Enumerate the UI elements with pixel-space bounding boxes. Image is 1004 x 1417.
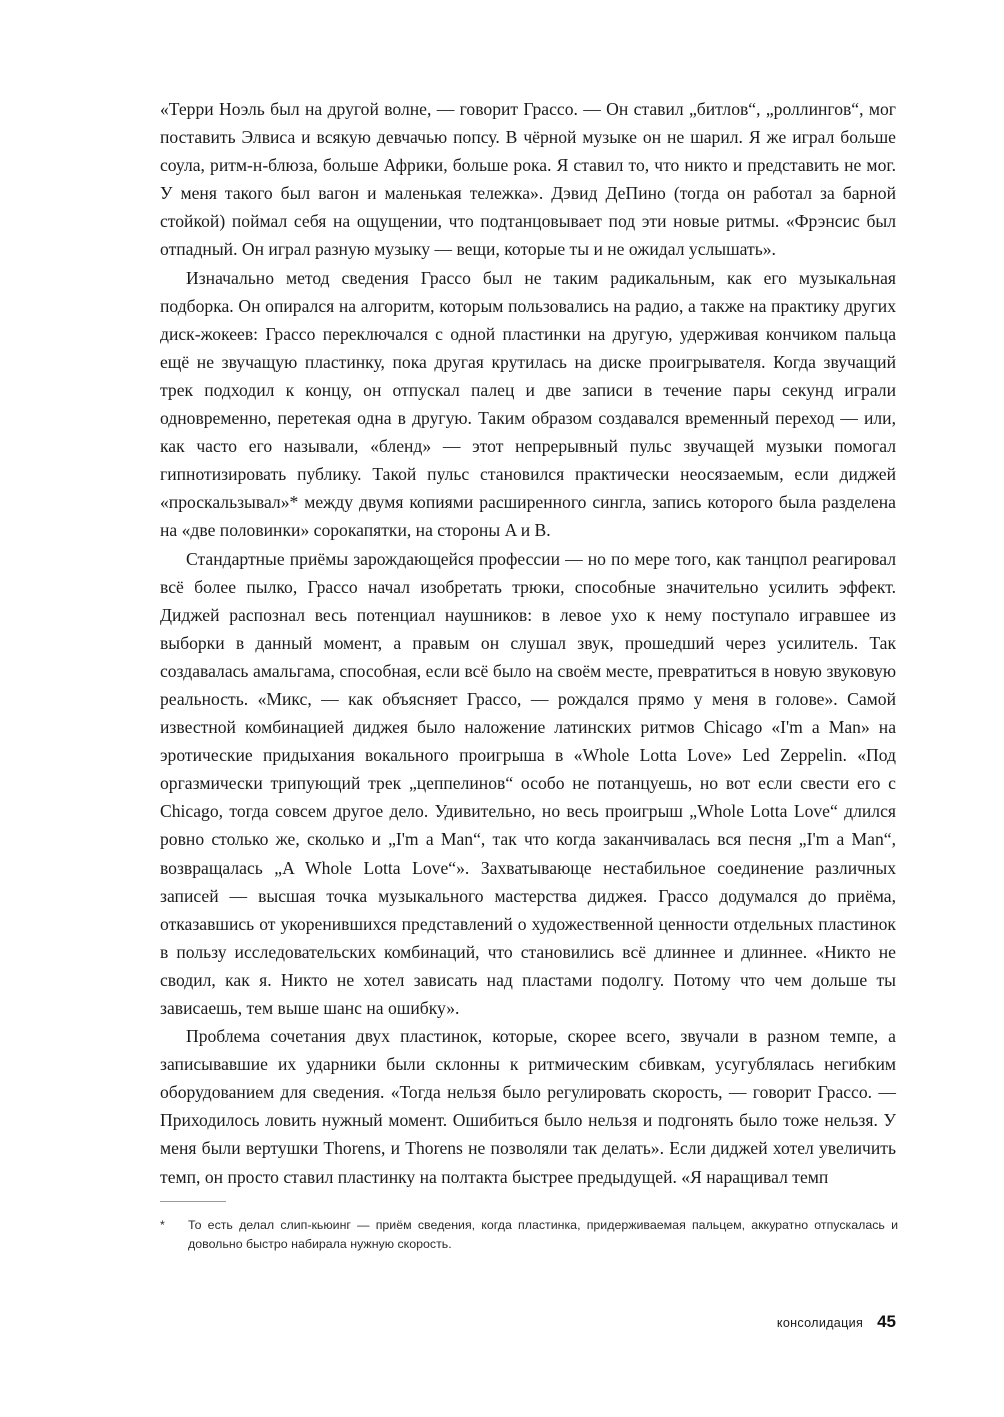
paragraph-1: «Терри Ноэль был на другой волне, — говорит Грассо. — Он ставил „битлов“, „роллингов“, мог поставить Элвиса и всякую девчачью попсу. В чёрной музыке он не шарил. Я же играл больше соула, ритм-н-блюза, больше Африки, больше рока. Я ставил то, что никто и представить не мог. У меня такого был вагон и маленькая тележка». Дэвид ДеПино (тогда он работал за барной стойкой) поймал себя на ощущении, что подтанцовывает под эти новые ритмы. «Фрэнсис был отпадный. Он играл разную музыку — вещи, которые ты и не ожидал услышать». xyxy=(160,99,896,260)
footnote-marker: * xyxy=(160,1218,165,1232)
chapter-name: консолидация xyxy=(776,1316,864,1330)
paragraph-4: Проблема сочетания двух пластинок, которые, скорее всего, звучали в разном темпе, а записывавшие их ударники были склонны к ритмическим сбивкам, усугублялась негибким оборудованием для сведения. «Тогда нельзя было регулировать скорость, — говорит Грассо. — Приходилось ловить нужный момент. Ошибиться было нельзя и подгонять было тоже нельзя. У меня были вертушки Thorens, и Thorens не позволяли так делать». Если диджей хотел увеличить темп, он просто ставил пластинку на полтакта быстрее предыдущей. «Я наращивал темп xyxy=(160,1026,896,1187)
page-footer xyxy=(777,1312,896,1332)
footnote-text: То есть делал слип-кьюинг — приём сведения, когда пластинка, придерживаемая пальцем, аккуратно отпускалась и довольно быстро набирала нужную скорость. xyxy=(188,1218,898,1251)
page-number: 45 xyxy=(877,1312,896,1331)
footnote-divider xyxy=(160,1201,226,1202)
paragraph-3: Стандартные приёмы зарождающейся профессии — но по мере того, как танцпол реагировал всё более пылко, Грассо начал изобретать трюки, способные значительно усилить эффект. Диджей распознал весь потенциал наушников: в левое ухо к нему поступало игравшее из выборки в данный момент, а правым он слушал звук, прошедший через усилитель. Так создавалась амальгама, способная, если всё было на своём месте, превратиться в новую звуковую реальность. «Микс, — как объясняет Грассо, — рождался прямо у меня в голове». Самой известной комбинацией диджея было наложение латинских ритмов Chicago «I'm a Man» на эротические придыхания вокального проигрыша в «Whole Lotta Love» Led Zeppelin. «Под оргазмически трипующий трек „цеппелинов“ особо не потанцуешь, но вот если свести его с Chicago, тогда совсем другое дело. Удивительно, но весь проигрыш „Whole Lotta Love“ длился ровно столько же, сколько и „I'm a Man“, так что когда заканчивалась вся песня „I'm a Man“, возвращалась „A Whole Lotta Love“». Захватывающе нестабильное соединение различных записей — высшая точка музыкального мастерства диджея. Грассо додумался до приёма, отказавшись от укоренившихся представлений о художественной ценности отдельных пластинок в пользу исследовательских комбинаций, что становились всё длиннее и длиннее. «Никто не сводил, как я. Никто не хотел зависать над пластами подолгу. Потому что чем дольше ты зависаешь, тем выше шанс на ошибку». xyxy=(160,548,896,1018)
paragraph-2: Изначально метод сведения Грассо был не таким радикальным, как его музыкальная подборка. Он опирался на алгоритм, которым пользовались на радио, а также на практику других диск-жокеев: Грассо переключался с одной пластинки на другую, удерживая кончиком пальца ещё не звучащую пластинку, пока другая крутилась на диске проигрывателя. Когда звучащий трек подходил к концу, он отпускал палец и две записи в течение пары секунд играли одновременно, перетекая одна в другую. Таким образом создавался временный переход — или, как часто его называли, «бленд» — этот непрерывный пульс звучащей музыки помогал гипнотизировать публику. Такой пульс становился практически неосязаемым, если диджей «проскальзывал»* между двумя копиями расширенного сингла, запись которого была разделена на «две половинки» сорокапятки, на стороны A и B. xyxy=(160,267,896,541)
body-text xyxy=(160,95,896,1191)
footnote xyxy=(160,1216,898,1254)
